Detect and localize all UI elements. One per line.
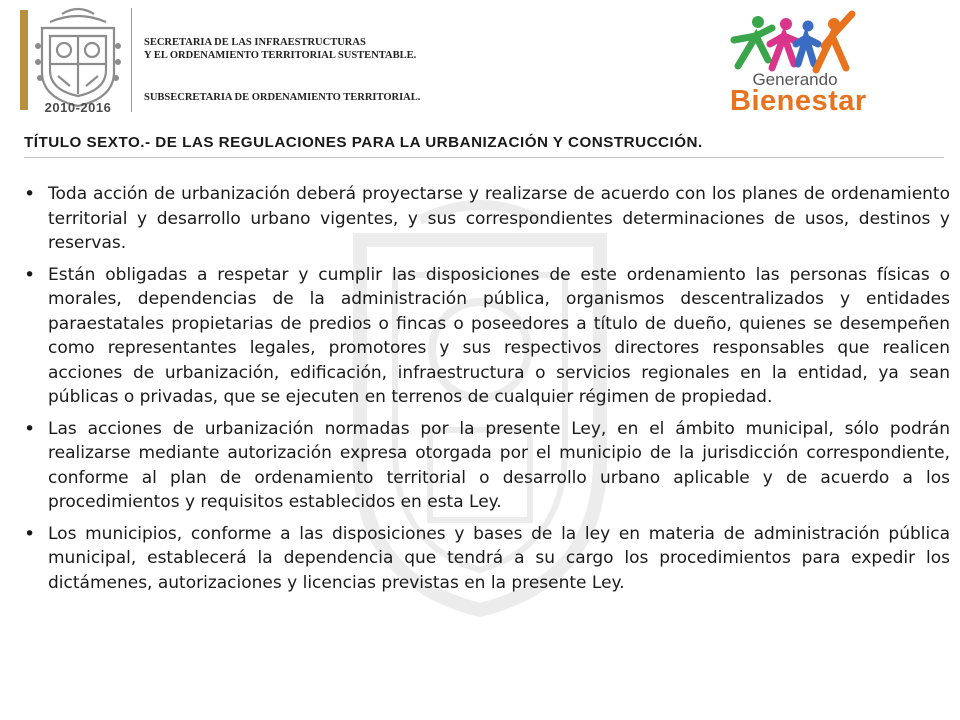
bullet-text: Las acciones de urbanización normadas por la presente Ley, en el ámbito municipal, sólo podrán realizarse mediante autorización expresa otorgada por el municipio de la jurisdicción correspondiente, conforme al plan de ordenamiento territorial o desarrollo urbano aplicable y de acuerdo a los procedimientos y requisitos establecidos en esta Ley. [48,418,950,512]
agency-name [144,36,416,62]
logo-text-bienestar: Bienestar [730,85,867,117]
document-body [22,182,950,602]
bullet-point-icon: • [24,522,36,545]
bullet-point-icon: • [24,417,36,440]
section-title: TÍTULO SEXTO.- DE LAS REGULACIONES PARA LA URBANIZACIÓN Y CONSTRUCCIÓN. [24,134,944,158]
seal-years: 2010-2016 [44,100,112,115]
bullet-text: Están obligadas a respetar y cumplir las disposiciones de este ordenamiento las personas físicas o morales, dependencias de la administración pública, organismos descentralizados y entidades paraestatales propietarias de predios o fincas o poseedores a título de dueño, quienes se desempeñen como representantes legales, promotores y sus respectivos directores responsables que realicen acciones de urbanización, edificación, infraestructura o servicios regionales en la entidad, ya sean públicas o privadas, que se ejecuten en terrenos de cualquier régimen de propiedad. [48,264,950,407]
generando-bienestar-logo-icon [728,6,860,76]
subagency-name: SUBSECRETARIA DE ORDENAMIENTO TERRITORIAL. [144,92,421,103]
bullet-text: Toda acción de urbanización deberá proyectarse y realizarse de acuerdo con los planes de ordenamiento territorial y desarrollo urbano vigentes, y sus correspondientes determinaciones de usos, destinos y reservas. [48,184,950,253]
bullet-item [22,417,950,515]
bullet-point-icon: • [24,183,36,205]
bullet-item [22,522,950,596]
gold-accent-bar [20,10,28,110]
header [0,0,960,120]
bullet-list [22,182,950,595]
bullet-text: Los municipios, conforme a las disposiciones y bases de la ley en materia de administración pública municipal, establecerá la dependencia que tendrá a su cargo los procedimientos para expedir los dictámenes, autorizaciones y licencias previstas en la presente Ley. [48,523,950,593]
bullet-item [22,182,950,256]
agency-line-2: Y EL ORDENAMIENTO TERRITORIAL SUSTENTABLE. [144,50,417,61]
agency-line-1: SECRETARIA DE LAS INFRAESTRUCTURAS [144,37,366,48]
header-divider [131,8,132,112]
bullet-point-icon: • [24,263,36,286]
logo-text-generando: Generando [752,70,838,89]
bullet-item [22,263,950,410]
